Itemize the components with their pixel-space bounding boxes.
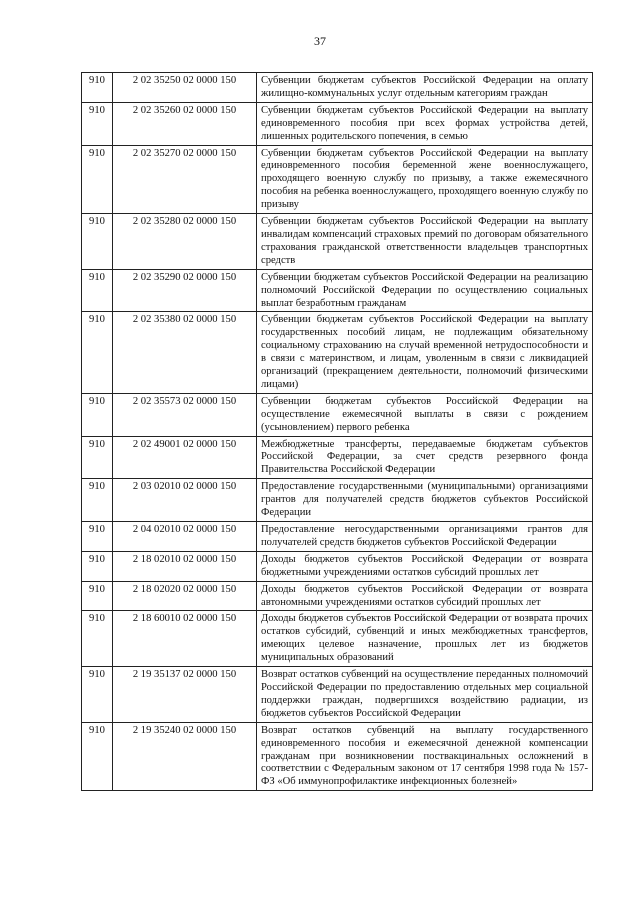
revenue-code-cell: 2 02 35290 02 0000 150 [113,269,257,312]
revenue-code-cell: 2 02 35270 02 0000 150 [113,145,257,214]
admin-code-cell: 910 [82,312,113,393]
table-row [82,667,593,723]
revenue-name-cell: Предоставление государственными (муниципальными) организациями грантов для получателей средств бюджетов субъектов Российской Федерации [257,479,593,522]
table-row [82,581,593,611]
revenue-name-cell: Субвенции бюджетам субъектов Российской Федерации на выплату государственных пособий лицам, не подлежащим обязательному социальному страхованию на случай временной нетрудоспособности и в связи с материнством, и лицам, уволенным в связи с ликвидацией организаций (прекращением деятельности, полномочий физическими лицами) [257,312,593,393]
revenue-name-cell: Возврат остатков субвенций на осуществление переданных полномочий Российской Федерации по предоставлению отдельных мер социальной поддержки граждан, подвергшихся воздействию радиации, из бюджетов субъектов Российской Федерации [257,667,593,723]
admin-code-cell: 910 [82,73,113,103]
table-row [82,214,593,270]
table-row [82,73,593,103]
revenue-name-cell: Доходы бюджетов субъектов Российской Федерации от возврата автономными учреждениями остатков субсидий прошлых лет [257,581,593,611]
revenue-name-cell: Предоставление негосударственными организациями грантов для получателей средств бюджетов субъектов Российской Федерации [257,522,593,552]
revenue-code-cell: 2 02 35573 02 0000 150 [113,393,257,436]
table-body [82,73,593,791]
revenue-code-cell: 2 18 02020 02 0000 150 [113,581,257,611]
revenue-code-cell: 2 18 60010 02 0000 150 [113,611,257,667]
table-row [82,722,593,791]
admin-code-cell: 910 [82,214,113,270]
table-row [82,611,593,667]
revenue-code-cell: 2 02 35260 02 0000 150 [113,102,257,145]
revenue-name-cell: Доходы бюджетов субъектов Российской Федерации от возврата бюджетными учреждениями остатков субсидий прошлых лет [257,551,593,581]
admin-code-cell: 910 [82,581,113,611]
table-row [82,551,593,581]
table-row [82,479,593,522]
admin-code-cell: 910 [82,393,113,436]
revenue-code-cell: 2 02 35280 02 0000 150 [113,214,257,270]
table-row [82,393,593,436]
revenue-name-cell: Межбюджетные трансферты, передаваемые бюджетам субъектов Российской Федерации, за счет средств резервного фонда Правительства Российской Федерации [257,436,593,479]
admin-code-cell: 910 [82,667,113,723]
revenue-code-cell: 2 02 49001 02 0000 150 [113,436,257,479]
revenue-code-cell: 2 19 35240 02 0000 150 [113,722,257,791]
revenue-code-cell: 2 04 02010 02 0000 150 [113,522,257,552]
table-row [82,312,593,393]
revenue-name-cell: Доходы бюджетов субъектов Российской Федерации от возврата прочих остатков субсидий, субвенций и иных межбюджетных трансфертов, имеющих целевое назначение, прошлых лет из бюджетов муниципальных образований [257,611,593,667]
page-number: 37 [314,34,326,48]
revenue-code-cell: 2 02 35250 02 0000 150 [113,73,257,103]
revenue-name-cell: Субвенции бюджетам субъектов Российской Федерации на оплату жилищно-коммунальных услуг отдельным категориям граждан [257,73,593,103]
table-row [82,522,593,552]
revenue-code-cell: 2 19 35137 02 0000 150 [113,667,257,723]
revenue-code-cell: 2 18 02010 02 0000 150 [113,551,257,581]
admin-code-cell: 910 [82,551,113,581]
table-row [82,269,593,312]
revenue-name-cell: Субвенции бюджетам субъектов Российской Федерации на выплату инвалидам компенсаций страховых премий по договорам обязательного страхования гражданской ответственности владельцев транспортных средств [257,214,593,270]
revenue-code-cell: 2 03 02010 02 0000 150 [113,479,257,522]
admin-code-cell: 910 [82,611,113,667]
table-row [82,102,593,145]
budget-classification-table [81,72,593,791]
revenue-name-cell: Субвенции бюджетам субъектов Российской Федерации на осуществление ежемесячной выплаты в связи с рождением (усыновлением) первого ребенка [257,393,593,436]
admin-code-cell: 910 [82,436,113,479]
revenue-name-cell: Субвенции бюджетам субъектов Российской Федерации на выплату единовременного пособия беременной жене военнослужащего, проходящего военную службу по призыву, а также ежемесячного пособия на ребенка военнослужащего, проходящего военную службу по призыву [257,145,593,214]
admin-code-cell: 910 [82,102,113,145]
admin-code-cell: 910 [82,269,113,312]
admin-code-cell: 910 [82,479,113,522]
admin-code-cell: 910 [82,522,113,552]
revenue-name-cell: Субвенции бюджетам субъектов Российской Федерации на реализацию полномочий Российской Федерации по осуществлению социальных выплат безработным гражданам [257,269,593,312]
admin-code-cell: 910 [82,145,113,214]
table-row [82,145,593,214]
table-row [82,436,593,479]
revenue-code-cell: 2 02 35380 02 0000 150 [113,312,257,393]
admin-code-cell: 910 [82,722,113,791]
revenue-name-cell: Субвенции бюджетам субъектов Российской Федерации на выплату единовременного пособия при всех формах устройства детей, лишенных родительского попечения, в семью [257,102,593,145]
revenue-name-cell: Возврат остатков субвенций на выплату государственного единовременного пособия и ежемесячной денежной компенсации гражданам при возникновении поствакцинальных осложнений в соответствии с Федеральным законом от 17 сентября 1998 года № 157-ФЗ «Об иммунопрофилактике инфекционных болезней» [257,722,593,791]
